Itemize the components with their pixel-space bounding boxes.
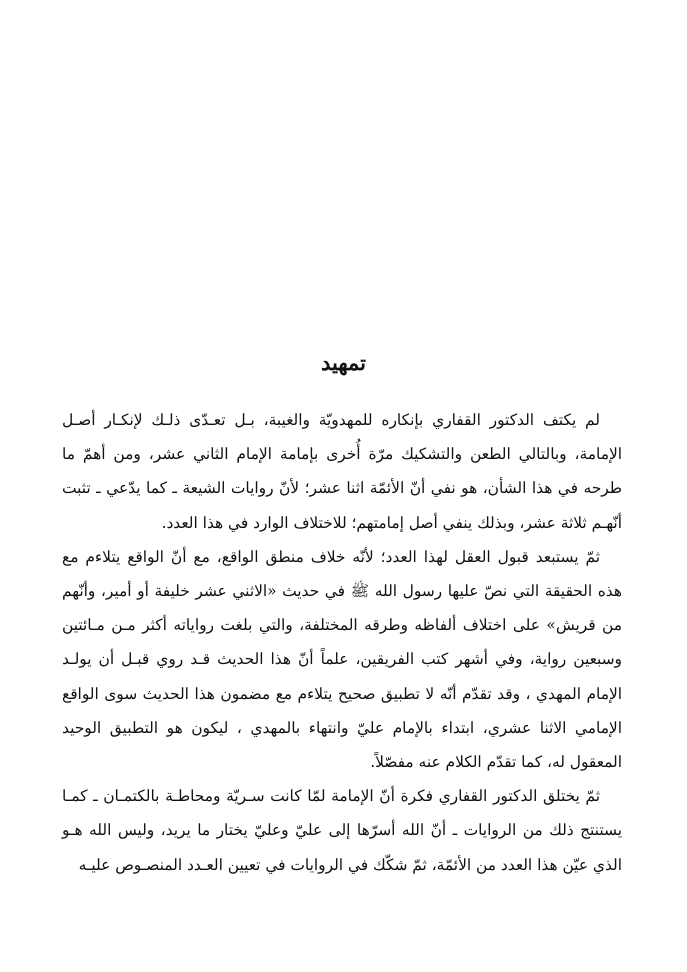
paragraph-3: ثمّ يختلق الدكتور القفاري فكرة أنّ الإمامة لمّا كانت سـريّة ومحاطـة بالكتمـان ـ كمـا يستنتج ذلك من الروايات ـ أنّ الله أسرّها إلى عليّ وعليّ يختار ما يريد، وليس الله هـو الذي عيّن هذا العدد من الأئمّة، ثمّ شكّك في الروايات في تعيين العـدد المنصـوص عليـه	[62, 787, 622, 874]
paragraph-2: ثمّ يستبعد قبول العقل لهذا العدد؛ لأنّه خلاف منطق الواقع، مع أنّ الواقع يتلاءم مع هذه الحقيقة التي نصّ عليها رسول الله ﷺ في حديث «الاثني عشر خليفة أو أمير، وأنّهم من قريش» على اختلاف ألفاظه وطرقه المختلفة، والتي بلغت رواياته أكثر مـن مـائتين وسبعين رواية، وفي أشهر كتب الفريقين، علماً أنّ هذا الحديث قـد روي قبـل أن يولـد الإمام المهدي ، وقد تقدّم أنّه لا تطبيق صحيح يتلاءم مع مضمون هذا الحديث سوى الواقع الإمامي الاثنا عشري، ابتداء بالإمام عليّ وانتهاء بالمهدي ، ليكون هو التطبيق الوحيد المعقول له، كما تقدّم الكلام عنه مفصّلاً.	[62, 547, 622, 772]
body-text	[62, 403, 622, 882]
paragraph-1: لم يكتف الدكتور القفاري بإنكاره للمهدويّة والغيبة، بـل تعـدّى ذلـك لإنكـار أصـل الإمامة، وبالتالي الطعن والتشكيك مرّة أُخرى بإمامة الإمام الثاني عشر، ومن أهمّ ما طرحه في هذا الشأن، هو نفي أنّ الأئمّة اثنا عشر؛ لأنّ روايات الشيعة ـ كما يدّعي ـ تثبت أنّهـم ثلاثة عشر، وبذلك ينفي أصل إمامتهم؛ للاختلاف الوارد في هذا العدد.	[62, 411, 622, 532]
page-title: تمهيد	[320, 350, 367, 375]
